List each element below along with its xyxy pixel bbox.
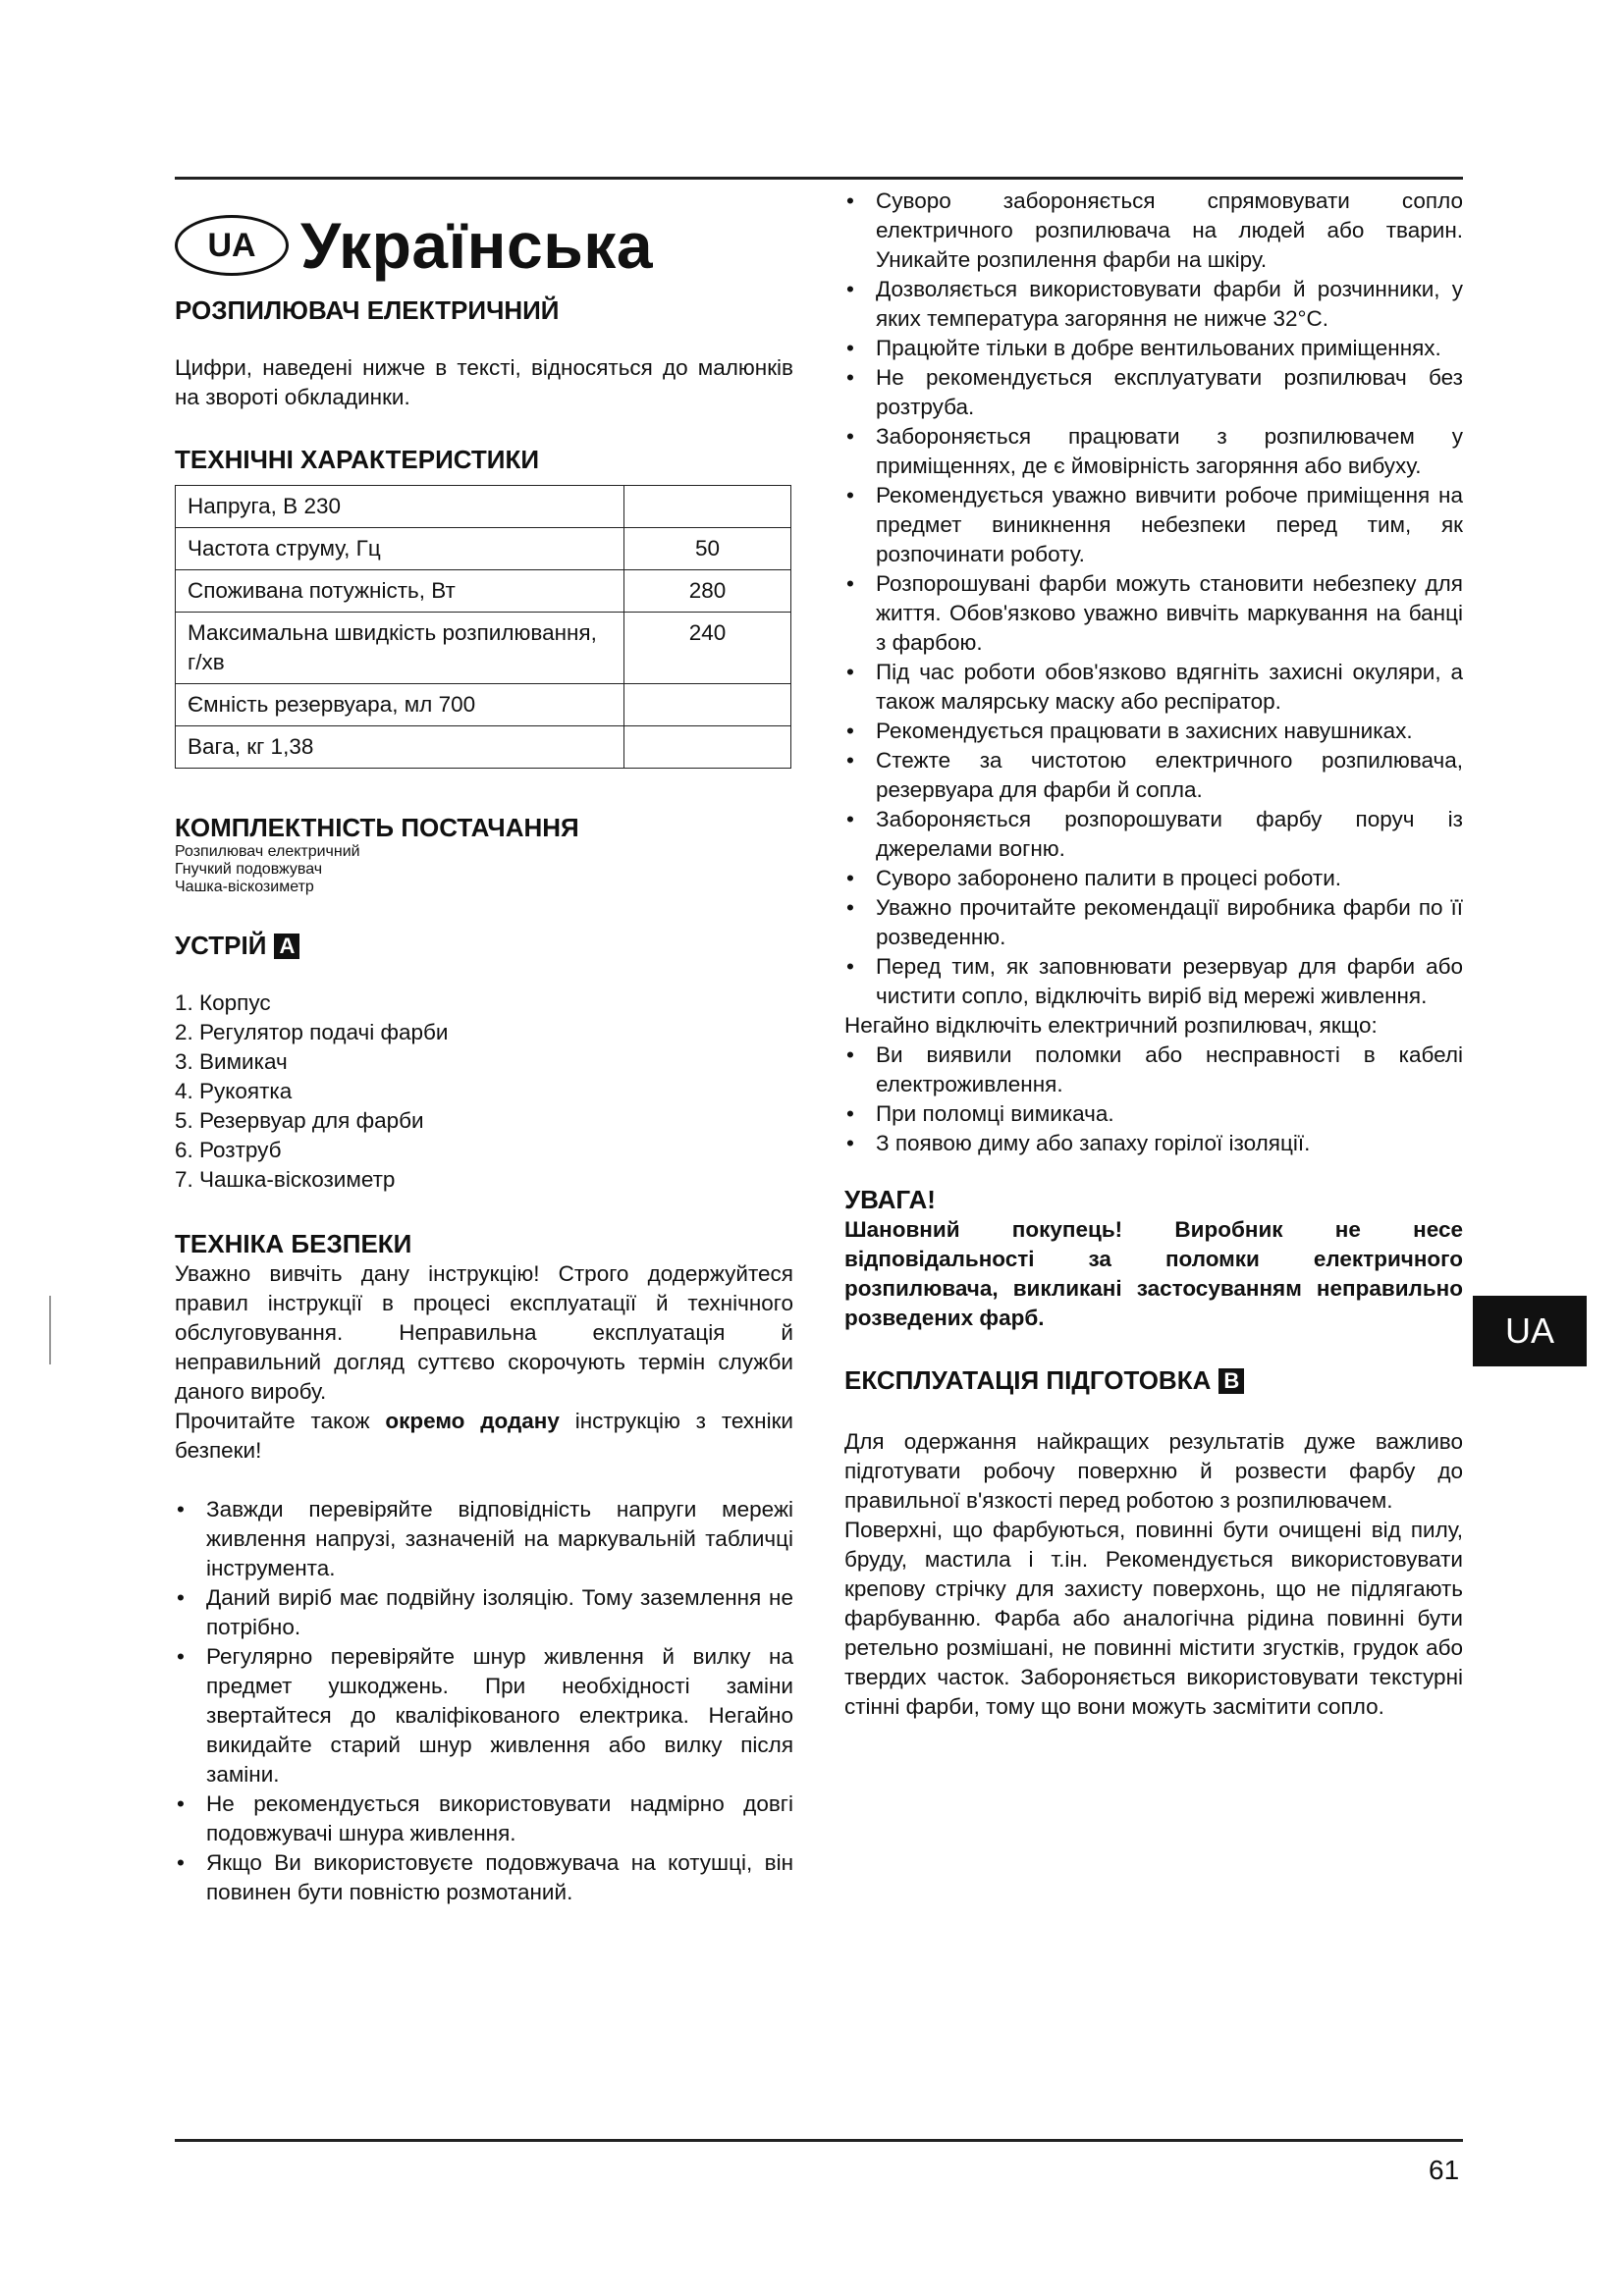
read-also-post: інструкцію з техніки безпеки!: [175, 1409, 793, 1463]
margin-mark: [49, 1296, 51, 1364]
delivery-item: Розпилювач електричний: [175, 843, 360, 860]
safety-bullet: • Дозволяється використовувати фарби й розчинники, у яких температура загоряння не нижче 32°С.: [844, 275, 1463, 334]
spec-value: 50: [624, 528, 791, 570]
safety-bullet: • Забороняється розпорошувати фарбу поруч із джерелами вогню.: [844, 805, 1463, 864]
operation-para-2: Поверхні, що фарбуються, повинні бути очищені від пилу, бруду, мастила і т.ін. Рекомендується використовувати крепову стрічку для захисту поверхонь, що не підлягають фарбуванню. Фарба або аналогічна рідина повинні бути ретельно розмішані, не повинні містити згустків, грудок або твердих часток. Забороняється використовувати текстурні стінні фарби, тому що вони можуть засмітити сопло.: [844, 1518, 1463, 1719]
operation-heading-text: ЕКСПЛУАТАЦІЯ ПІДГОТОВКА: [844, 1365, 1212, 1395]
spec-row: [176, 613, 791, 684]
safety-bullet: • Стежте за чистотою електричного розпилювача, резервуара для фарби й сопла.: [844, 746, 1463, 805]
safety-bullet: • Якщо Ви використовуєте подовжувача на котушці, він повинен бути повністю розмотаний.: [175, 1848, 793, 1907]
safety-bullet: • Перед тим, як заповнювати резервуар для фарби або чистити сопло, відключіть виріб від мережі живлення.: [844, 952, 1463, 1011]
top-rule: [175, 177, 1463, 180]
safety-bullet: • Забороняється працювати з розпилювачем у приміщеннях, де є ймовірність загоряння або вибуху.: [844, 422, 1463, 481]
spec-value: 280: [624, 570, 791, 613]
delivery-item: Гнучкий подовжувач: [175, 861, 323, 878]
safety-bullet: • Даний виріб має подвійну ізоляцію. Тому заземлення не потрібно.: [175, 1583, 793, 1642]
warning-text: Шановний покупець! Виробник не несе відповідальності за поломки електричного розпилювача, викликані застосуванням неправильно розведених фарб.: [844, 1217, 1463, 1330]
delivery-item: Чашка-віскозиметр: [175, 879, 314, 895]
delivery-heading: КОМПЛЕКТНІСТЬ ПОСТАЧАННЯ: [175, 813, 579, 842]
device-heading-text: УСТРІЙ: [175, 931, 267, 960]
spec-label: Вага, кг 1,38: [176, 726, 624, 769]
figure-a-label: A: [274, 934, 299, 959]
doc-title: РОЗПИЛЮВАЧ ЕЛЕКТРИЧНИЙ: [175, 295, 560, 325]
spec-label: Частота струму, Гц: [176, 528, 624, 570]
safety-bullet: • Суворо забороняється спрямовувати сопло електричного розпилювача на людей або тварин. Уникайте розпилення фарби на шкіру.: [844, 187, 1463, 275]
safety-intro: Уважно вивчіть дану інструкцію! Строго додержуйтеся правил інструкції в процесі експлуатації й технічного обслуговування. Неправильна експлуатація й неправильний догляд суттєво скорочують термін служби даного виробу.: [175, 1261, 793, 1404]
safety-bullet: • Не рекомендується експлуатувати розпилювач без розтруба.: [844, 363, 1463, 422]
safety-bullet: • Уважно прочитайте рекомендації виробника фарби по її розведенню.: [844, 893, 1463, 952]
spec-label: Споживана потужність, Вт: [176, 570, 624, 613]
device-part-item: 5. Резервуар для фарби: [175, 1108, 424, 1133]
specs-table: [175, 485, 791, 769]
safety-bullets-right: [844, 187, 1463, 1011]
read-also-bold: окремо додану: [385, 1409, 560, 1433]
specs-heading: ТЕХНІЧНІ ХАРАКТЕРИСТИКИ: [175, 445, 540, 474]
device-heading: [175, 930, 793, 961]
spec-value: [624, 684, 791, 726]
spec-value: [624, 726, 791, 769]
language-name: Українська: [300, 209, 654, 282]
safety-read-also: [175, 1407, 793, 1466]
spec-label: Напруга, В 230: [176, 486, 624, 528]
operation-para-1: Для одержання найкращих результатів дуже важливо підготувати робочу поверхню й розвести фарбу до правильної в'язкості перед роботою з розпилювачем.: [844, 1429, 1463, 1513]
page-number: 61: [1429, 2155, 1460, 2185]
disconnect-bullet: • З появою диму або запаху горілої ізоляції.: [844, 1129, 1463, 1158]
safety-bullet: • Не рекомендується використовувати надмірно довгі подовжувачі шнура живлення.: [175, 1789, 793, 1848]
safety-bullet: • Рекомендується працювати в захисних навушниках.: [844, 717, 1463, 746]
disconnect-intro: Негайно відключіть електричний розпилювач, якщо:: [844, 1013, 1378, 1038]
bottom-rule: [175, 2139, 1463, 2142]
spec-value: 240: [624, 613, 791, 684]
disconnect-bullet: • Ви виявили поломки або несправності в кабелі електроживлення.: [844, 1041, 1463, 1099]
operation-heading: [844, 1364, 1463, 1396]
language-code-badge: UA: [175, 215, 289, 276]
right-column: [844, 187, 1463, 1722]
safety-bullet: • Регулярно перевіряйте шнур живлення й вилку на предмет ушкоджень. При необхідності заміни звертайтеся до кваліфікованого електрика. Негайно викидайте старий шнур живлення або вилку після заміни.: [175, 1642, 793, 1789]
delivery-list: [175, 843, 793, 896]
safety-bullets-left: [175, 1495, 793, 1907]
spec-row: [176, 684, 791, 726]
device-part-item: 7. Чашка-віскозиметр: [175, 1167, 396, 1192]
safety-bullet: • Рекомендується уважно вивчити робоче приміщення на предмет виникнення небезпеки перед тим, як розпочинати роботу.: [844, 481, 1463, 569]
left-column: [175, 187, 793, 1907]
disconnect-bullet: • При поломці вимикача.: [844, 1099, 1463, 1129]
spec-row: [176, 528, 791, 570]
spec-value: [624, 486, 791, 528]
spec-label: Максимальна швидкість розпилювання, г/хв: [176, 613, 624, 684]
spec-row: [176, 726, 791, 769]
safety-bullet: • Під час роботи обов'язково вдягніть захисні окуляри, а також малярську маску або респіратор.: [844, 658, 1463, 717]
device-part-item: 2. Регулятор подачі фарби: [175, 1020, 449, 1044]
safety-heading: ТЕХНІКА БЕЗПЕКИ: [175, 1229, 412, 1258]
spec-label: Ємність резервуара, мл 700: [176, 684, 624, 726]
read-also-pre: Прочитайте також: [175, 1409, 386, 1433]
safety-bullet: • Завжди перевіряйте відповідність напруги мережі живлення напрузі, зазначеній на маркувальній табличці інструмента.: [175, 1495, 793, 1583]
warning-heading: УВАГА!: [844, 1185, 936, 1214]
spec-row: [176, 570, 791, 613]
device-part-item: 1. Корпус: [175, 990, 271, 1015]
intro-text: Цифри, наведені нижче в тексті, відносяться до малюнків на звороті обкладинки.: [175, 355, 793, 409]
safety-bullet: • Працюйте тільки в добре вентильованих приміщеннях.: [844, 334, 1463, 363]
safety-bullet: • Суворо заборонено палити в процесі роботи.: [844, 864, 1463, 893]
device-parts-list: [175, 988, 793, 1195]
device-part-item: 6. Розтруб: [175, 1138, 282, 1162]
device-part-item: 3. Вимикач: [175, 1049, 288, 1074]
figure-b-label: B: [1218, 1368, 1244, 1394]
language-side-tab: UA: [1473, 1296, 1587, 1366]
language-title: [175, 206, 793, 285]
spec-row: [176, 486, 791, 528]
disconnect-bullets: [844, 1041, 1463, 1158]
safety-bullet: • Розпорошувані фарби можуть становити небезпеку для життя. Обов'язково уважно вивчіть маркування на банці з фарбою.: [844, 569, 1463, 658]
device-part-item: 4. Рукоятка: [175, 1079, 293, 1103]
